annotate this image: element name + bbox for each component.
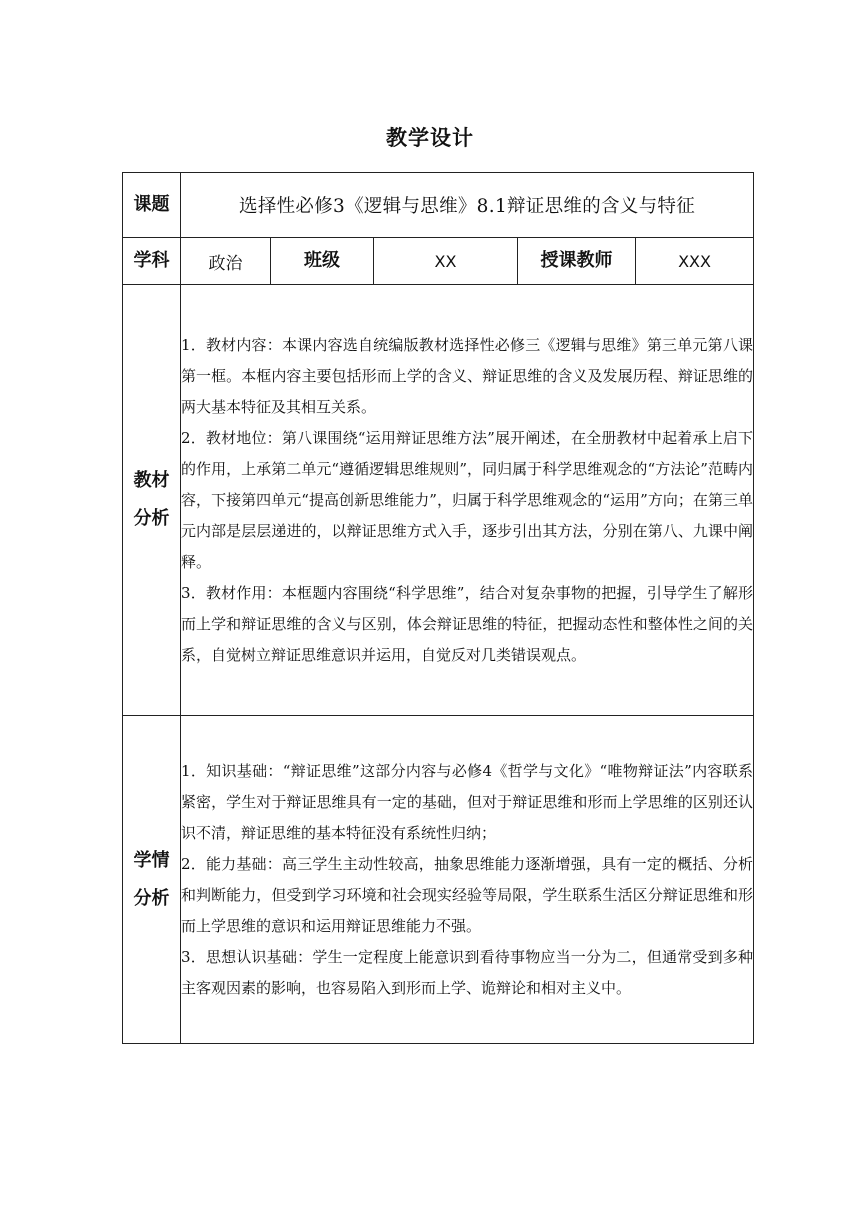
- material-paragraph: 2．教材地位：第八课围绕“运用辩证思维方法”展开阐述，在全册教材中起着承上启下的作用，上承第二单元“遵循逻辑思维规则”，同归属于科学思维观念的“方法论”范畴内容，下接第四单元“提高创新思维能力”，归属于科学思维观念的“运用”方向；在第三单元内部是层层递进的，以辩证思维方式入手，逐步引出其方法，分别在第八、九课中阐释。: [181, 428, 754, 571]
- material-content: [181, 285, 754, 716]
- learner-paragraph: 3．思想认识基础：学生一定程度上能意识到看待事物应当一分为二，但通常受到多种主客观因素的影响，也容易陷入到形而上学、诡辩论和相对主义中。: [181, 947, 754, 997]
- material-label: [123, 285, 181, 716]
- learner-label-line2: 分析: [133, 887, 170, 909]
- class-label: 班级: [271, 238, 374, 285]
- page-title: 教学设计: [386, 126, 474, 150]
- info-row: [123, 238, 754, 285]
- material-label-line1: 教材: [133, 470, 170, 491]
- subject-value: 政治: [181, 238, 271, 285]
- learner-analysis-row: [123, 716, 754, 1044]
- learner-label: [123, 716, 181, 1044]
- learner-label-line1: 学情: [133, 849, 170, 871]
- class-value: XX: [374, 238, 518, 285]
- material-label-line2: 分析: [133, 508, 170, 529]
- material-paragraph: 1．教材内容：本课内容选自统编版教材选择性必修三《逻辑与思维》第三单元第八课第一框。本框内容主要包括形而上学的含义、辩证思维的含义及发展历程、辩证思维的两大基本特征及其相互关系。: [181, 335, 754, 416]
- course-value: 选择性必修3《逻辑与思维》8.1辩证思维的含义与特征: [181, 173, 754, 238]
- teacher-value: XXX: [636, 238, 754, 285]
- material-analysis-row: [123, 285, 754, 716]
- teacher-label: 授课教师: [518, 238, 636, 285]
- learner-paragraph: 1．知识基础：“辩证思维”这部分内容与必修4《哲学与文化》“唯物辩证法”内容联系紧密，学生对于辩证思维具有一定的基础，但对于辩证思维和形而上学思维的区别还认识不清，辩证思维的基本特征没有系统性归纳；: [181, 761, 754, 842]
- material-paragraph: 3．教材作用：本框题内容围绕“科学思维”，结合对复杂事物的把握，引导学生了解形而上学和辩证思维的含义与区别，体会辩证思维的特征，把握动态性和整体性之间的关系，自觉树立辩证思维意识并运用，自觉反对几类错误观点。: [181, 583, 754, 664]
- course-label: 课题: [123, 173, 181, 238]
- course-row: [123, 173, 754, 238]
- learner-paragraph: 2．能力基础：高三学生主动性较高，抽象思维能力逐渐增强，具有一定的概括、分析和判断能力，但受到学习环境和社会现实经验等局限，学生联系生活区分辩证思维和形而上学思维的意识和运用辩证思维能力不强。: [181, 854, 754, 935]
- learner-content: [181, 716, 754, 1044]
- lesson-plan-table: [122, 172, 754, 1044]
- subject-label: 学科: [123, 238, 181, 285]
